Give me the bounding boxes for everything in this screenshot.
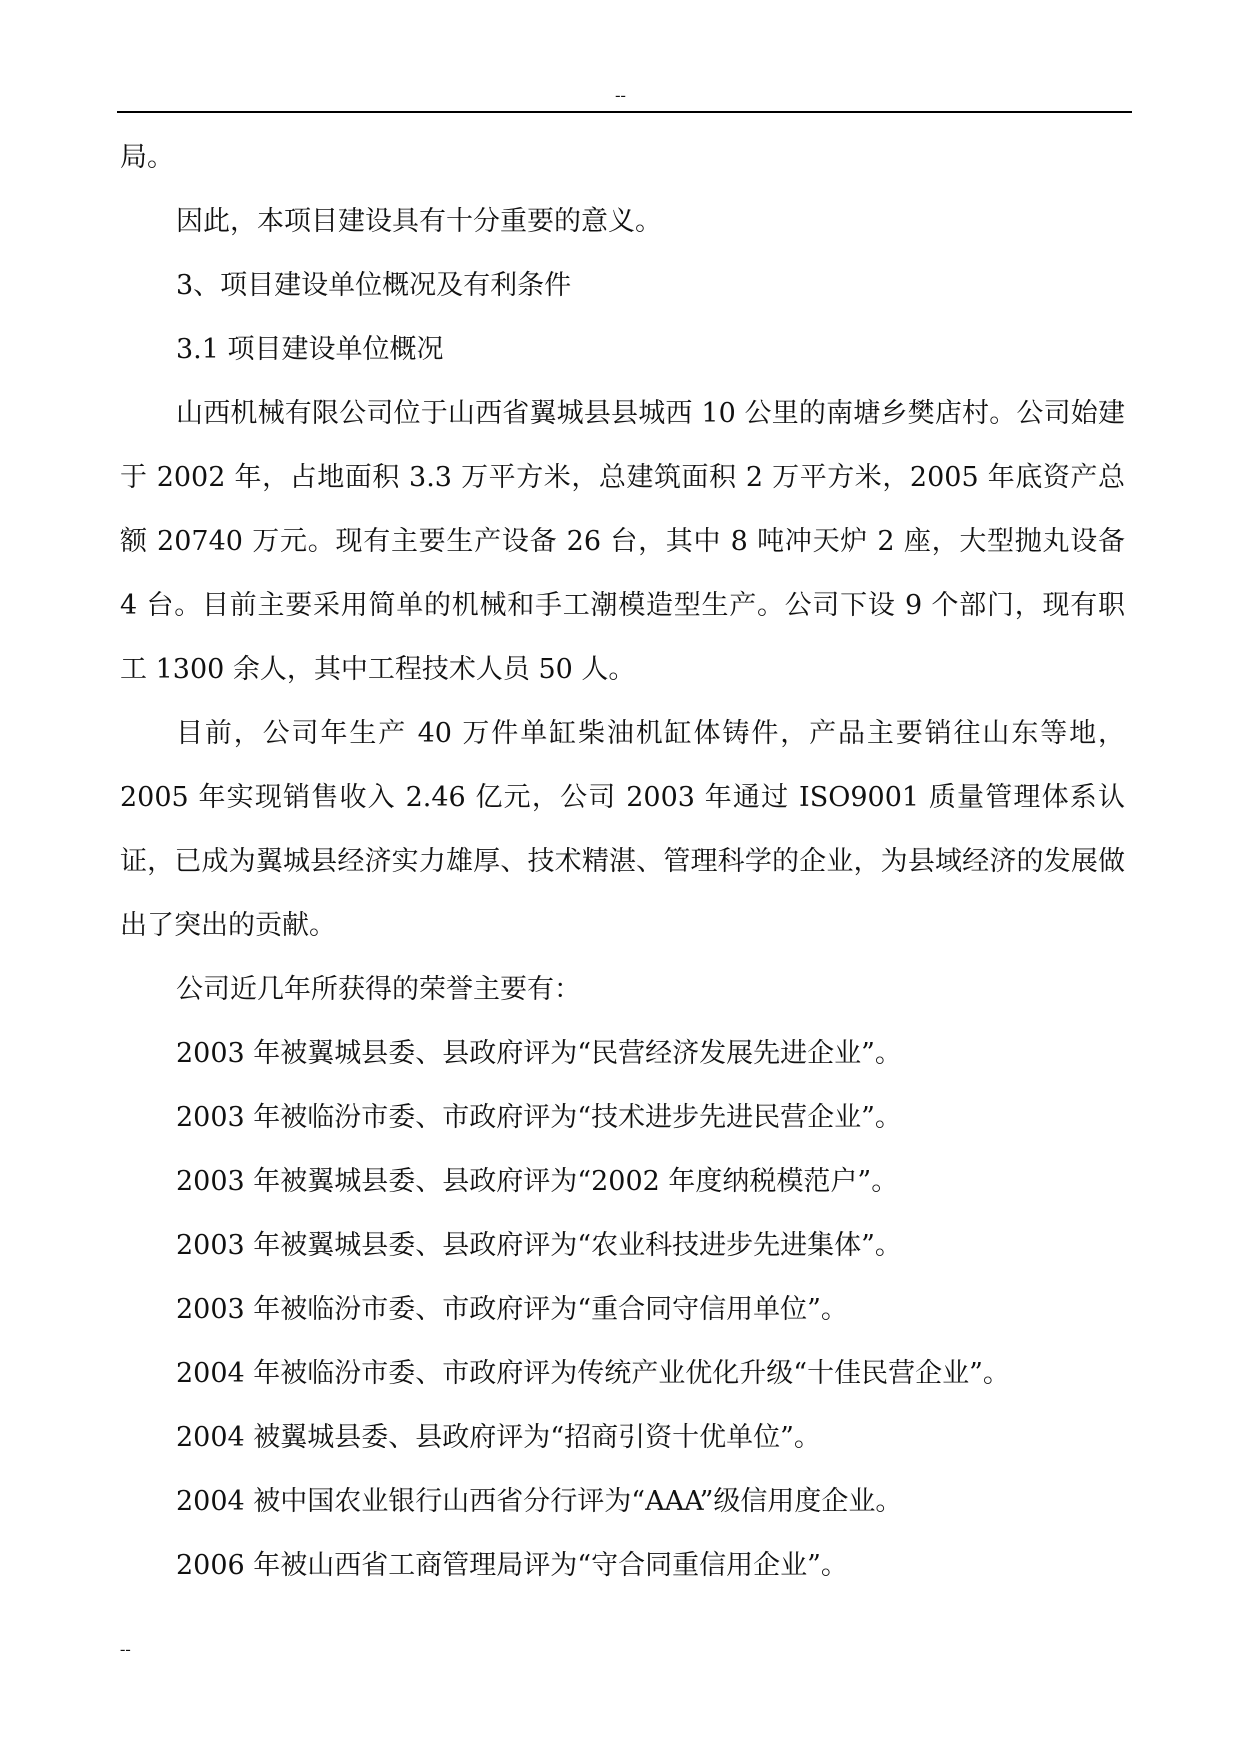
paragraph-continuation: 局。 <box>120 142 174 173</box>
honor-item: 2003 年被翼城县委、县政府评为“农业科技进步先进集体”。 <box>176 1230 902 1261</box>
honor-item: 2006 年被山西省工商管理局评为“守合同重信用企业”。 <box>176 1550 848 1581</box>
honor-item: 2004 年被临汾市委、市政府评为传统产业优化升级“十佳民营企业”。 <box>176 1358 1010 1389</box>
paragraph-honors-intro: 公司近几年所获得的荣誉主要有： <box>176 974 581 1005</box>
page-footer-mark: -- <box>120 1641 131 1658</box>
honor-item: 2004 被翼城县委、县政府评为“招商引资十优单位”。 <box>176 1422 821 1453</box>
page-header-mark: -- <box>615 87 626 104</box>
section-heading-3-1: 3.1 项目建设单位概况 <box>176 334 444 365</box>
document-body <box>120 126 1125 1598</box>
honor-item: 2003 年被临汾市委、市政府评为“重合同守信用单位”。 <box>176 1294 848 1325</box>
section-heading-3: 3、项目建设单位概况及有利条件 <box>176 270 572 301</box>
honor-item: 2004 被中国农业银行山西省分行评为“AAA”级信用度企业。 <box>176 1486 903 1517</box>
honor-item: 2003 年被临汾市委、市政府评为“技术进步先进民营企业”。 <box>176 1102 902 1133</box>
paragraph-significance: 因此，本项目建设具有十分重要的意义。 <box>176 206 662 237</box>
header-rule <box>117 111 1132 113</box>
honor-item: 2003 年被翼城县委、县政府评为“2002 年度纳税模范户”。 <box>176 1166 899 1197</box>
paragraph-company-overview: 山西机械有限公司位于山西省翼城县县城西 10 公里的南塘乡樊店村。公司始建于 2002 年，占地面积 3.3 万平方米，总建筑面积 2 万平方米，2005 年底资产总额 20740 万元。现有主要生产设备 26 台，其中 8 吨冲天炉 2 座，大型抛丸设备 4 台。目前主要采用简单的机械和手工潮模造型生产。公司下设 9 个部门，现有职工 1300 余人，其中工程技术人员 50 人。 <box>120 398 1125 685</box>
honor-item: 2003 年被翼城县委、县政府评为“民营经济发展先进企业”。 <box>176 1038 902 1069</box>
paragraph-company-production: 目前，公司年生产 40 万件单缸柴油机缸体铸件，产品主要销往山东等地，2005 年实现销售收入 2.46 亿元，公司 2003 年通过 ISO9001 质量管理体系认证，已成为翼城县经济实力雄厚、技术精湛、管理科学的企业，为县域经济的发展做出了突出的贡献。 <box>120 718 1125 941</box>
